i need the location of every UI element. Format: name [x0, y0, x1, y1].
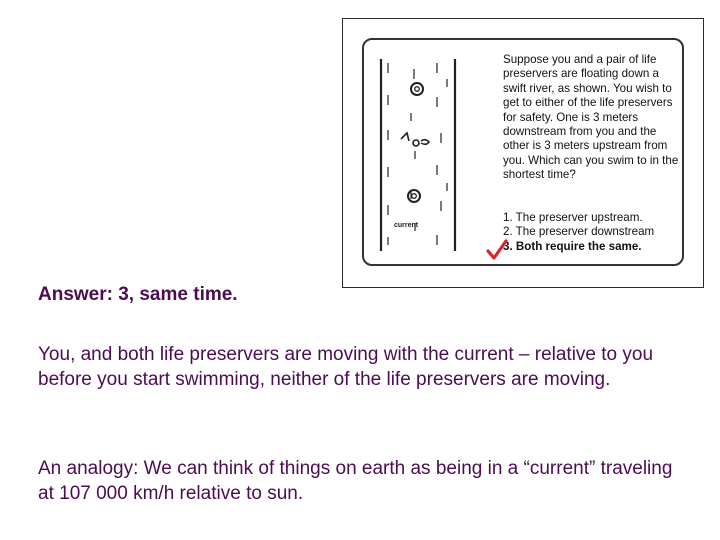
question-text: Suppose you and a pair of life preservers are floating down a swift river, as shown. You wish to get to either of the life preservers for safety. One is 3 meters downstream from you and the other is 3 meters upstream from you. Which can you swim to in the shortest time? — [503, 53, 679, 182]
current-label: current — [394, 222, 419, 229]
option-1: 1. The preserver upstream. — [503, 211, 643, 224]
explanation-paragraph: You, and both life preservers are moving with the current – relative to you before you start swimming, neither of the life preservers are moving. — [38, 344, 654, 390]
answer-heading: Answer: 3, same time. — [38, 284, 238, 305]
option-2: 2. The preserver downstream — [503, 225, 655, 239]
analogy-paragraph: An analogy: We can think of things on earth as being in a “current” traveling at 107 000 km/h relative to sun. — [38, 458, 673, 504]
life-preserver-upstream-icon — [408, 190, 420, 202]
river-diagram — [379, 55, 457, 255]
answer-options — [503, 211, 693, 254]
swimmer-icon — [401, 133, 429, 146]
problem-figure — [342, 18, 704, 288]
option-3: 3. Both require the same. — [503, 239, 642, 253]
checkmark-icon — [486, 239, 508, 261]
life-preserver-downstream-icon — [411, 83, 423, 95]
figure-panel — [362, 38, 684, 266]
